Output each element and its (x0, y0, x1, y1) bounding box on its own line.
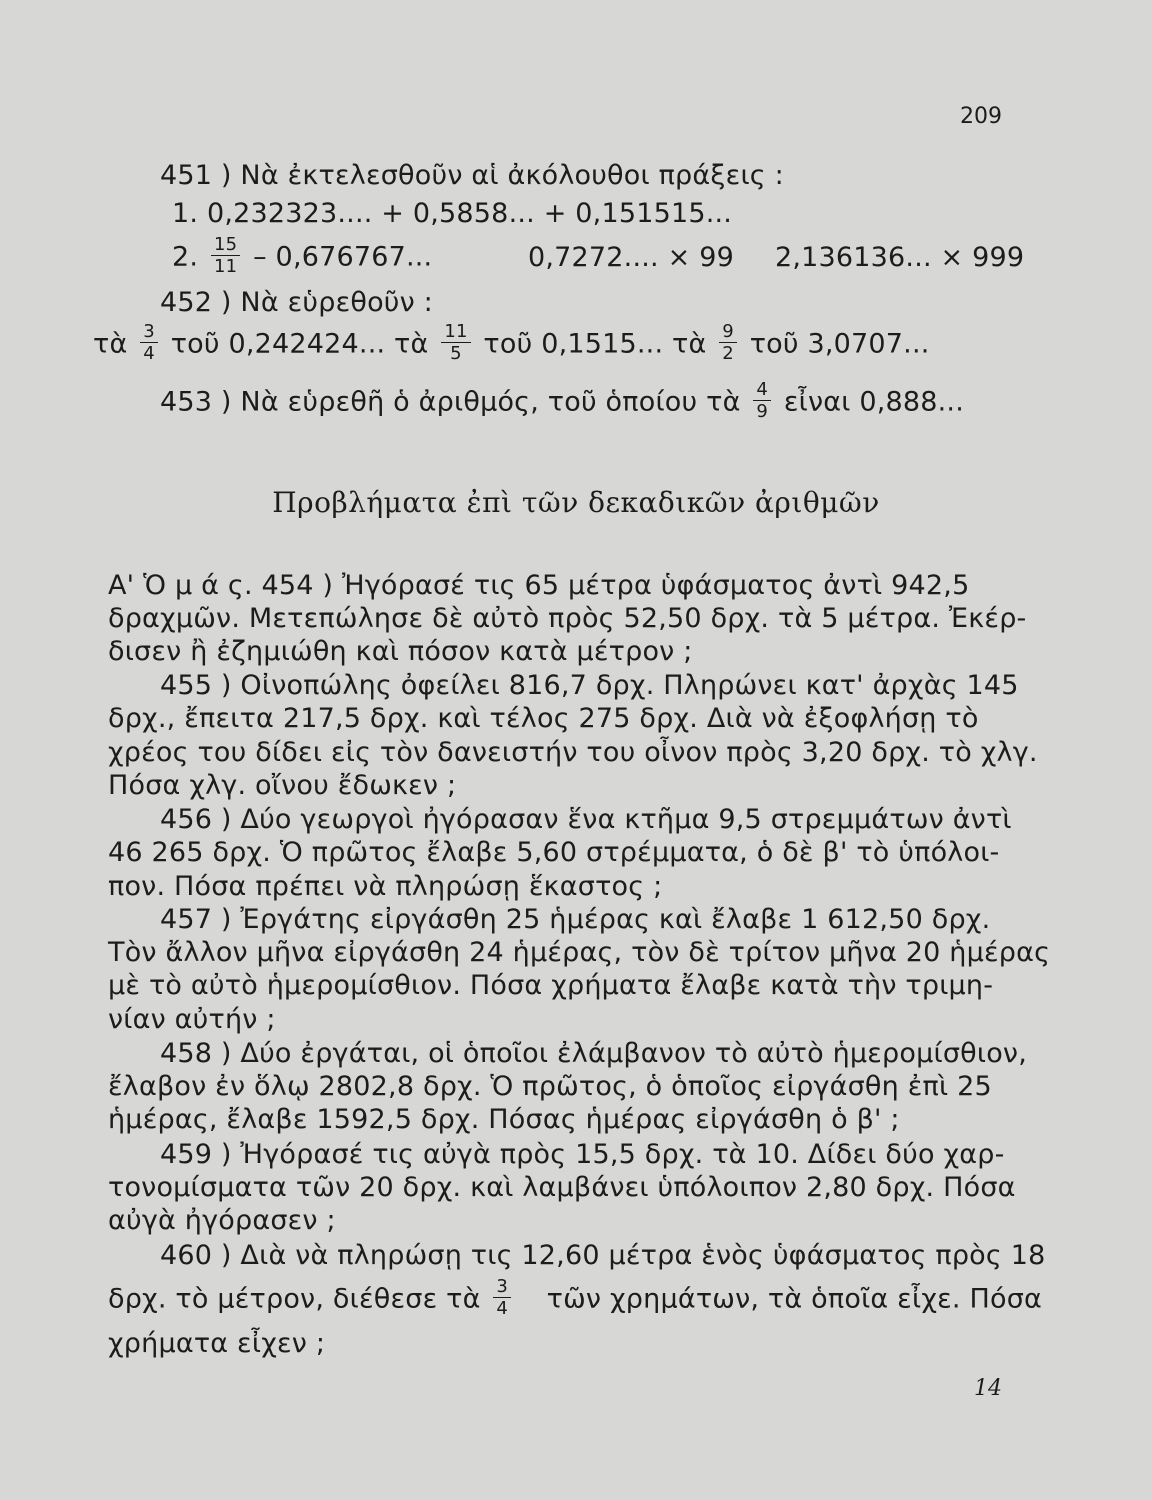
fraction-9-2: $\frac{9}{2}$ (719, 323, 737, 363)
body-line: δισεν ἢ ἐζημιώθη καὶ πόσον κατὰ μέτρον ; (108, 636, 693, 667)
fraction-3-4-b: $\frac{3}{4}$ (493, 1278, 511, 1318)
body-line: αὐγὰ ἠγόρασεν ; (108, 1205, 336, 1236)
body-line: Πόσα χλγ. οἴνου ἔδωκεν ; (108, 770, 457, 801)
item-2-label: 2. (172, 241, 199, 273)
fraction-3-4: $\frac{3}{4}$ (140, 323, 158, 363)
body-line: ἔλαβον ἐν ὅλῳ 2802,8 δρχ. Ὁ πρῶτος, ὁ ὁποῖος εἰργάσθη ἐπὶ 25 (108, 1071, 992, 1102)
fraction-11-5: $\frac{11}{5}$ (441, 323, 470, 363)
page-number-bottom: 14 (974, 1376, 1002, 1401)
body-line: νίαν αὐτήν ; (108, 1004, 276, 1035)
body-line: 46 265 δρχ. Ὁ πρῶτος ἔλαβε 5,60 στρέμματα, ὁ δὲ β' τὸ ὑπόλοι- (108, 837, 1000, 868)
body-line: πον. Πόσα πρέπει νὰ πληρώσῃ ἕκαστος ; (108, 871, 663, 902)
body-line: δρχ., ἔπειτα 217,5 δρχ. καὶ τέλος 275 δρχ. Διὰ νὰ ἐξοφλήσῃ τὸ (108, 703, 979, 734)
exercise-451-item-1: 1. 0,232323.... + 0,5858... + 0,151515... (172, 198, 733, 229)
body-line: Τὸν ἄλλον μῆνα εἰργάσθη 24 ἡμέρας, τὸν δὲ τρίτον μῆνα 20 ἡμέρας (108, 937, 1051, 968)
body-line: 456 ) Δύο γεωργοὶ ἠγόρασαν ἕνα κτῆμα 9,5 στρεμμάτων ἀντὶ (160, 804, 1012, 835)
item-2-expr-c: 2,136136... × 999 (775, 242, 1025, 273)
body-line: Α' Ὁ μ ά ς. 454 ) Ἠγόρασέ τις 65 μέτρα ὑφάσματος ἀντὶ 942,5 (108, 570, 970, 601)
exercise-453: 453 ) Νὰ εὑρεθῆ ὁ ἀριθμός, τοῦ ὁποίου τὰ $\frac{4}{9}$ εἶναι 0,888... (160, 379, 965, 422)
exercise-452-items: τὰ $\frac{3}{4}$ τοῦ 0,242424... τὰ $\frac{11}{5}$ τοῦ 0,1515... τὰ $\frac{9}{2}$ τοῦ 3,0707... (93, 321, 930, 364)
body-line: δραχμῶν. Μετεπώλησε δὲ αὐτὸ πρὸς 52,50 δρχ. τὰ 5 μέτρα. Ἐκέρ- (108, 603, 1027, 634)
exercise-451-title: 451 ) Νὰ ἐκτελεσθοῦν αἱ ἀκόλουθοι πράξεις : (160, 160, 784, 191)
body-line: 459 ) Ἠγόρασέ τις αὐγὰ πρὸς 15,5 δρχ. τὰ 10. Δίδει δύο χαρ- (160, 1139, 1005, 1170)
body-line: μὲ τὸ αὐτὸ ἡμερομίσθιον. Πόσα χρήματα ἔλαβε κατὰ τὴν τριμη- (108, 970, 994, 1001)
body-line: 458 ) Δύο ἐργάται, οἱ ὁποῖοι ἐλάμβανον τὸ αὐτὸ ἡμερομίσθιον, (160, 1038, 1027, 1069)
exercise-452-title: 452 ) Νὰ εὑρεθοῦν : (160, 287, 433, 318)
fraction-15-11: $\frac{15}{11}$ (211, 236, 240, 276)
body-line: χρήματα εἶχεν ; (108, 1328, 326, 1359)
body-line: τονομίσματα τῶν 20 δρχ. καὶ λαμβάνει ὑπόλοιπον 2,80 δρχ. Πόσα (108, 1172, 1016, 1203)
item-2-expr-a: – 0,676767... (253, 241, 433, 273)
body-line: χρέος του δίδει εἰς τὸν δανειστήν του οἶνον πρὸς 3,20 δρχ. τὸ χλγ. (108, 737, 1038, 768)
body-line: ἡμέρας, ἔλαβε 1592,5 δρχ. Πόσας ἡμέρας εἰργάσθη ὁ β' ; (108, 1104, 900, 1135)
body-line: 455 ) Οἰνοπώλης ὀφείλει 816,7 δρχ. Πληρώνει κατ' ἀρχὰς 145 (160, 670, 1019, 701)
body-line: 460 ) Διὰ νὰ πληρώσῃ τις 12,60 μέτρα ἑνὸς ὑφάσματος πρὸς 18 (160, 1240, 1046, 1271)
page-number-top: 209 (960, 104, 1002, 129)
section-heading: Προβλήματα ἐπὶ τῶν δεκαδικῶν ἀριθμῶν (272, 486, 880, 519)
fraction-4-9: $\frac{4}{9}$ (753, 381, 771, 421)
item-2-expr-b: 0,7272.... × 99 (528, 242, 734, 273)
exercise-451-item-2 (172, 234, 433, 278)
body-line: 457 ) Ἐργάτης εἰργάσθη 25 ἡμέρας καὶ ἔλαβε 1 612,50 δρχ. (160, 904, 991, 935)
body-line-fraction: δρχ. τὸ μέτρον, διέθεσε τὰ $\frac{3}{4}$ τῶν χρημάτων, τὰ ὁποῖα εἶχε. Πόσα (108, 1276, 1043, 1319)
